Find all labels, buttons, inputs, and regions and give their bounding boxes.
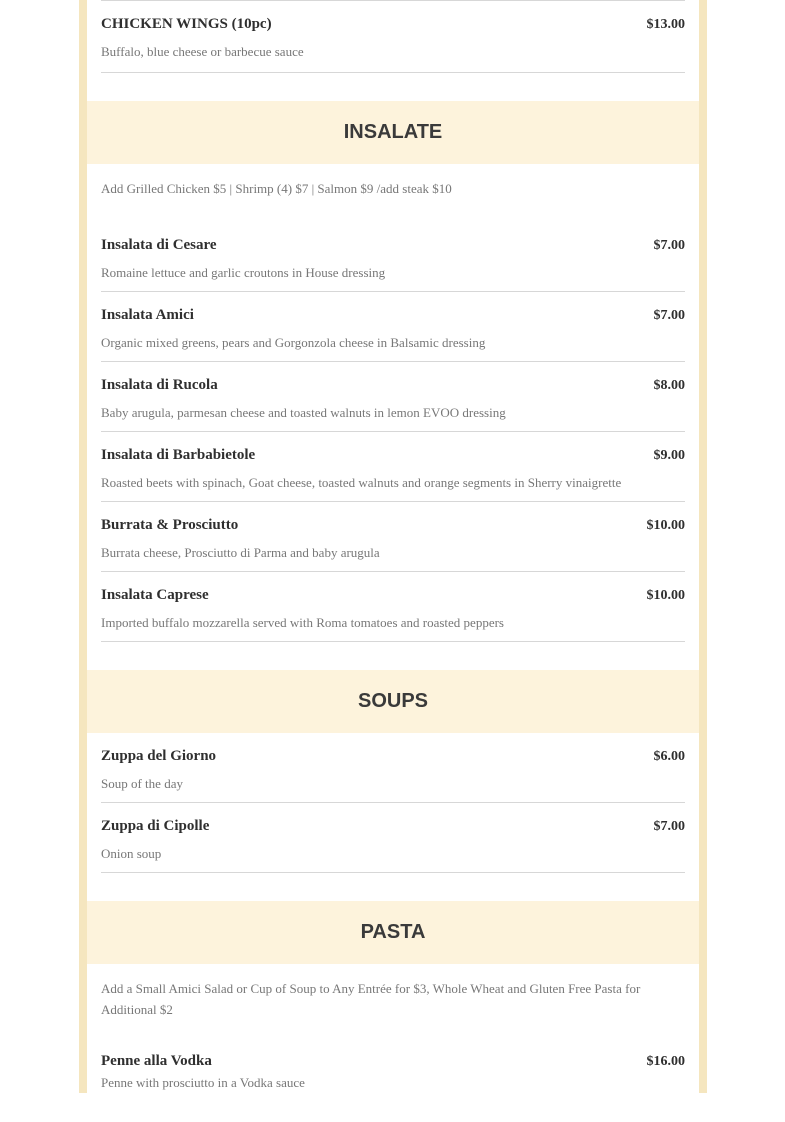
item-price: $7.00 [653,238,685,253]
section-note: Add Grilled Chicken $5 | Shrimp (4) $7 | Salmon $9 /add steak $10 [101,181,452,196]
menu-item [101,432,685,502]
item-description: Onion soup [101,846,162,861]
section-header-insalate: INSALATE [87,101,699,164]
menu-panel [87,0,699,1093]
item-name: Insalata Caprese [101,587,209,603]
item-name: Zuppa del Giorno [101,748,217,764]
item-description: Soup of the day [101,776,183,791]
item-price: $10.00 [646,518,685,533]
item-description: Penne with prosciutto in a Vodka sauce [101,1075,305,1090]
item-description: Burrata cheese, Prosciutto di Parma and baby arugula [101,545,380,560]
menu-item [101,733,685,803]
item-description: Organic mixed greens, pears and Gorgonzola cheese in Balsamic dressing [101,335,486,350]
item-price: $13.00 [646,17,685,32]
item-description: Imported buffalo mozzarella served with Roma tomatoes and roasted peppers [101,615,504,630]
section-header-soups: SOUPS [87,670,699,733]
item-description: Buffalo, blue cheese or barbecue sauce [101,44,304,59]
menu-item [101,1053,685,1122]
menu-item [101,292,685,362]
item-price: $16.00 [646,1054,685,1069]
item-name: Insalata di Barbabietole [101,447,256,463]
item-name: Insalata Amici [101,307,194,323]
item-price: $7.00 [653,819,685,834]
menu-item [101,803,685,873]
menu-item [101,572,685,642]
item-price: $9.00 [653,448,685,463]
item-description: Roasted beets with spinach, Goat cheese, toasted walnuts and orange segments in Sherry vinaigrette [101,475,622,490]
item-name: Zuppa di Cipolle [101,818,210,834]
item-price: $10.00 [646,588,685,603]
menu-item [101,362,685,432]
item-name: Insalata di Rucola [101,377,218,393]
item-description: Romaine lettuce and garlic croutons in House dressing [101,265,386,280]
item-name: Penne alla Vodka [101,1053,212,1069]
menu-item [101,502,685,572]
item-price: $7.00 [653,308,685,323]
item-price: $6.00 [653,749,685,764]
item-name: CHICKEN WINGS (10pc) [101,16,272,32]
menu-item [101,237,685,292]
menu-item [101,0,685,73]
item-description: Baby arugula, parmesan cheese and toasted walnuts in lemon EVOO dressing [101,405,506,420]
item-price: $8.00 [653,378,685,393]
section-header-pasta: PASTA [87,901,699,964]
item-name: Insalata di Cesare [101,237,217,253]
item-name: Burrata & Prosciutto [101,517,239,533]
section-note: Add a Small Amici Salad or Cup of Soup to Any Entrée for $3, Whole Wheat and Gluten Free Pasta for Additional $2 [101,981,641,1017]
